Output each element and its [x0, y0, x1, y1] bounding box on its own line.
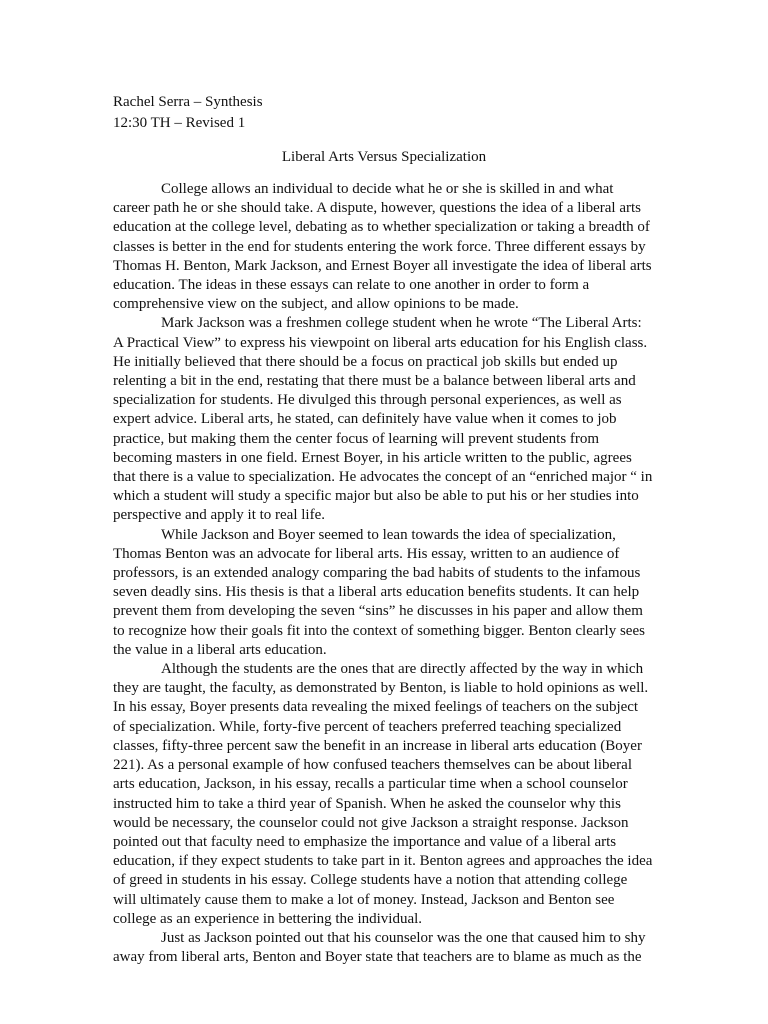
paragraph-2: Mark Jackson was a freshmen college student when he wrote “The Liberal Arts: A Practical View” to express his viewpoint on liberal arts education for his English class. He initially believed that there should be a focus on practical job skills but ended up relenting a bit in the end, restating that there must be a balance between liberal arts and specialization for students. He divulged this through personal experiences, as well as expert advice. Liberal arts, he stated, can definitely have value when it comes to job practice, but making them the center focus of learning will prevent students from becoming masters in one field. Ernest Boyer, in his article written to the public, agrees that there is a value to specialization. He advocates the concept of an “enriched major “ in which a student will study a specific major but also be able to put his or her studies into perspective and apply it to real life.: [113, 315, 653, 524]
document-body: [113, 180, 653, 967]
document-title: Liberal Arts Versus Specialization: [281, 149, 487, 165]
paragraph-1: College allows an individual to decide what he or she is skilled in and what career path he or she should take. A dispute, however, questions the idea of a liberal arts education at the college level, debating as to whether specialization or taking a breadth of classes is better in the end for students entering the work force. Three different essays by Thomas H. Benton, Mark Jackson, and Ernest Boyer all investigate the idea of liberal arts education. The ideas in these essays can relate to one another in order to form a comprehensive view on the subject, and allow opinions to be made.: [113, 181, 652, 313]
paragraph-5: Just as Jackson pointed out that his counselor was the one that caused him to shy away from liberal arts, Benton and Boyer state that teachers are to blame as much as the: [113, 929, 646, 966]
document-header: [113, 92, 263, 134]
paragraph-4: Although the students are the ones that are directly affected by the way in which they are taught, the faculty, as demonstrated by Benton, is liable to hold opinions as well. In his essay, Boyer presents data revealing the mixed feelings of teachers on the subject of specialization. While, forty-five percent of teachers preferred teaching specialized classes, fifty-three percent saw the benefit in an increase in liberal arts education (Boyer 221). As a personal example of how confused teachers themselves can be about liberal arts education, Jackson, in his essay, recalls a particular time when a school counselor instructed him to take a third year of Spanish. When he asked the counselor why this would be necessary, the counselor could not give Jackson a straight response. Jackson pointed out that faculty need to emphasize the importance and value of a liberal arts education, if they expect students to take part in it. Benton agrees and approaches the idea of greed in students in his essay. College students have a notion that attending college will ultimately cause them to make a lot of money. Instead, Jackson and Benton see college as an experience in bettering the individual.: [113, 661, 653, 927]
paragraph-3: While Jackson and Boyer seemed to lean towards the idea of specialization, Thomas Benton was an advocate for liberal arts. His essay, written to an audience of professors, is an extended analogy comparing the bad habits of students to the infamous seven deadly sins. His thesis is that a liberal arts education benefits students. It can help prevent them from developing the seven “sins” he discusses in his paper and allow them to recognize how their goals fit into the context of something bigger. Benton clearly sees the value in a liberal arts education.: [113, 526, 645, 658]
author-line: Rachel Serra – Synthesis: [113, 94, 263, 110]
class-line: 12:30 TH – Revised 1: [113, 115, 246, 131]
